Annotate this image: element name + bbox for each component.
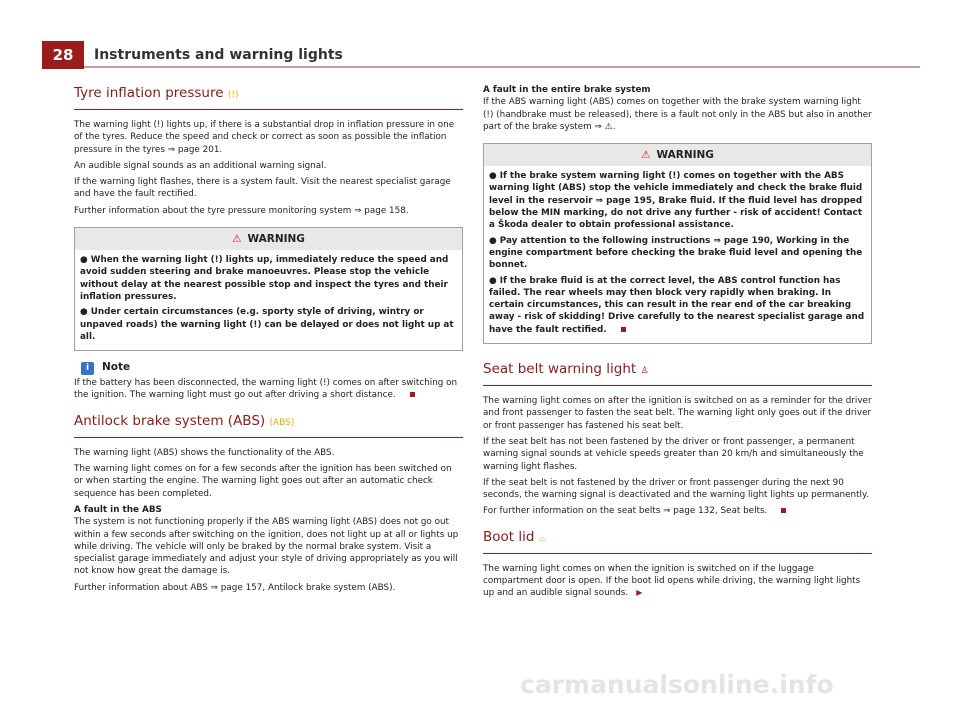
warning-header: [484, 144, 871, 166]
abs-fault-text: The system is not functioning properly if the ABS warning light (ABS) does not go out within a few seconds after switching on the ignition, does not light up at all or lights up while driving. The vehicle will only be braked by the normal brake system. Visit a specialist garage immediately and adjust your style of driving appropriately as you will not know how great the damage is.: [74, 517, 459, 577]
warning-title: WARNING: [247, 233, 305, 246]
abs-paragraph-2: The warning light comes on for a few seconds after the ignition has been switched on or when starting the engine. The warning light goes out after an automatic check sequence has been completed.: [74, 464, 452, 499]
section-header-seatbelt: [483, 360, 872, 386]
tyre-paragraph-3: If the warning light flashes, there is a system fault. Visit the nearest specialist garage and have the fault rectified.: [74, 177, 451, 200]
header-rule: [84, 66, 920, 68]
warning-triangle-icon: ⚠: [641, 149, 651, 162]
brake-fault-title: A fault in the entire brake system: [483, 85, 651, 95]
boot-lid-icon: ⌓: [538, 533, 546, 544]
left-column: [74, 84, 463, 598]
brake-warning-item-2: ● Pay attention to the following instructions ⇒ page 190, Working in the engine compartment before checking the brake fluid level and opening the bonnet.: [489, 235, 863, 271]
tyre-paragraph-2: An audible signal sounds as an additional warning signal.: [74, 160, 327, 171]
warning-title: WARNING: [656, 149, 714, 162]
brake-warning-box: [483, 143, 872, 344]
tyre-paragraph-1: The warning light (!) lights up, if there is a substantial drop in inflation pressure in one of the tyres. Reduce the speed and check or correct as soon as possible the inflation pressure in the tyres ⇒ page 201.: [74, 120, 455, 155]
page-number: 28: [42, 41, 84, 69]
continue-arrow-icon: ▶: [636, 588, 643, 598]
bootlid-text: The warning light comes on when the ignition is switched on if the luggage compartment door is open. If the boot lid opens while driving, the warning light lights up and an audible signal sounds.: [483, 563, 861, 599]
tyre-pressure-icon: (!): [227, 90, 239, 100]
section-end-marker: [410, 392, 415, 397]
section-title-tyre: Tyre inflation pressure: [74, 85, 224, 101]
abs-more-info: Further information about ABS ⇒ page 157, Antilock brake system (ABS).: [74, 582, 396, 593]
seatbelt-icon: ♙: [640, 366, 649, 377]
info-icon: i: [81, 362, 94, 375]
watermark-footer: carmanualsonline.info: [520, 670, 834, 699]
note-text: [74, 377, 463, 402]
tyre-warning-item-1: ● When the warning light (!) lights up, immediately reduce the speed and avoid sudden steering and brake manoeuvres. Please stop the vehicle without delay at the nearest possible stop and inspect the tyres and their inflation pressures.: [80, 255, 449, 302]
brake-warning-item-3-text: ● If the brake fluid is at the correct level, the ABS control function has failed. The rear wheels may then block very rapidly when braking. In certain circumstances, this can result in the rear end of the car breaking away - risk of skidding! Drive carefully to the nearest specialist garage and have the fault rectified.: [489, 275, 865, 335]
tyre-warning-box: [74, 227, 463, 351]
seatbelt-more-info: For further information on the seat belts ⇒ page 132, Seat belts.: [483, 506, 768, 517]
section-header-bootlid: [483, 528, 872, 554]
abs-icon: (ABS): [269, 417, 295, 428]
section-end-marker: [621, 327, 626, 332]
seatbelt-paragraph-2: If the seat belt has not been fastened by the driver or front passenger, a permanent warning signal sounds at vehicle speeds greater than 20 km/h and simultaneously the warning light flashes.: [483, 436, 864, 472]
brake-warning-item-3: [489, 275, 866, 336]
note-header: [74, 361, 463, 375]
brake-warning-item-1: ● If the brake system warning light (!) comes on together with the ABS warning light (ABS) stop the vehicle immediately and check the brake fluid level in the reservoir ⇒ page 195, Brake fluid. If the fluid level has dropped below the MIN marking, do not drive any further - risk of accident! Contact a Škoda dealer to obtain professional assistance.: [489, 171, 863, 231]
section-title-abs: Antilock brake system (ABS): [74, 412, 266, 429]
section-title-seatbelt: Seat belt warning light: [483, 361, 637, 378]
seatbelt-paragraph-3: If the seat belt is not fastened by the driver or front passenger during the next 90 seconds, the warning signal is deactivated and the warning light lights up permanently.: [483, 477, 869, 501]
tyre-warning-item-2: ● Under certain circumstances (e.g. sporty style of driving, wintry or unpaved roads) the warning light (!) can be delayed or does not light up at all.: [80, 307, 454, 342]
abs-paragraph-1: The warning light (ABS) shows the functionality of the ABS.: [74, 447, 335, 458]
seatbelt-paragraph-4: [483, 505, 872, 517]
note-title: Note: [102, 361, 131, 374]
brake-fault-text: If the ABS warning light (ABS) comes on together with the brake system warning light (!) (handbrake must be released), there is a fault not only in the ABS but also in another part of the brake system ⇒ ⚠.: [483, 97, 872, 132]
section-header-tyre: [74, 84, 463, 110]
seatbelt-paragraph-1: The warning light comes on after the ignition is switched on as a reminder for the driver and front passenger to fasten the seat belt. The warning light only goes out if the driver or front passenger has fastened his seat belt.: [483, 396, 872, 431]
warning-triangle-icon: ⚠: [232, 233, 242, 246]
note-body: If the battery has been disconnected, the warning light (!) comes on after switching on the ignition. The warning light must go out after driving a short distance.: [74, 378, 458, 401]
abs-fault-title: A fault in the ABS: [74, 504, 162, 515]
page-header-title: Instruments and warning lights: [94, 47, 343, 63]
section-end-marker: [781, 508, 786, 513]
bootlid-paragraph-1: [483, 563, 872, 600]
section-title-bootlid: Boot lid: [483, 528, 535, 545]
right-column: [483, 84, 872, 604]
tyre-paragraph-4: Further information about the tyre pressure monitoring system ⇒ page 158.: [74, 205, 409, 216]
section-header-abs: [74, 412, 463, 438]
warning-header: [75, 228, 462, 250]
